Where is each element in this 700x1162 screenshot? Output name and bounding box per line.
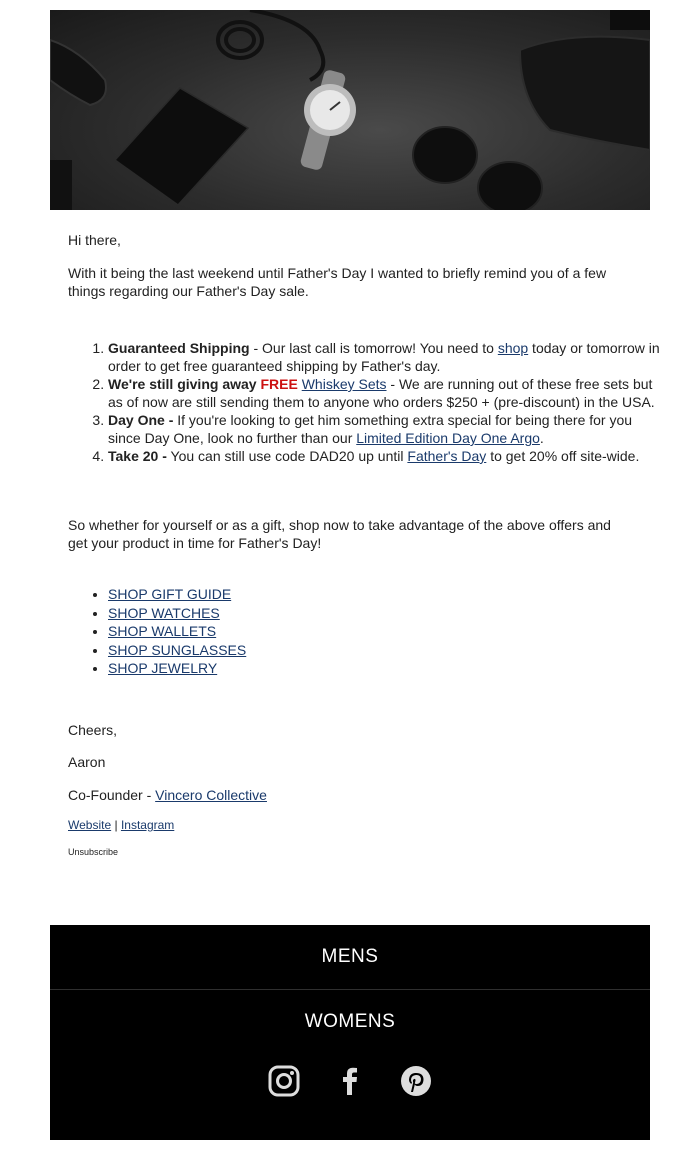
unsubscribe-link[interactable]: Unsubscribe (68, 847, 119, 857)
shop-sunglasses-link[interactable]: SHOP SUNGLASSES (108, 641, 247, 658)
shop-wallets-link[interactable]: SHOP WALLETS (108, 623, 217, 639)
offer-title: Day One - (108, 412, 174, 428)
footer (50, 925, 650, 1140)
website-link[interactable]: Website (68, 818, 112, 832)
intro-paragraph: With it being the last weekend until Father's Day I wanted to briefly remind you of a few things regarding our Father's Day sale. (68, 265, 607, 299)
separator: | (111, 818, 121, 832)
offer-text: - Our last call is tomorrow! You need to (249, 340, 498, 356)
email-body (50, 10, 650, 210)
shop-links-list (68, 585, 246, 678)
hero-illustration (50, 10, 650, 210)
offer-item (108, 447, 668, 465)
signoff-role (68, 787, 267, 803)
list-item (108, 585, 246, 604)
free-label: FREE (260, 376, 298, 392)
role-text: Co-Founder - (68, 787, 156, 803)
shop-gift-guide-link[interactable]: SHOP GIFT GUIDE (108, 586, 232, 602)
day-one-argo-link[interactable]: Limited Edition Day One Argo (356, 430, 540, 446)
womens-nav-button[interactable]: WOMENS (304, 1011, 396, 1032)
offer-item (108, 339, 668, 375)
sunglasses-right-icon (413, 127, 542, 210)
social-icons (50, 1065, 650, 1097)
fathers-day-link[interactable]: Father's Day (407, 448, 487, 464)
offer-text: You can still use code DAD20 up until (166, 448, 408, 464)
offer-text: If you're looking to get him something extra special for being there for you since Day One, look no further than our (108, 412, 633, 446)
offer-title: Guaranteed Shipping (108, 340, 250, 356)
mens-nav-button[interactable]: MENS (321, 946, 379, 967)
offer-text: to get 20% off site-wide. (486, 448, 640, 464)
offer-text: . (539, 430, 544, 446)
company-link[interactable]: Vincero Collective (155, 787, 267, 803)
shop-link[interactable]: shop (497, 340, 529, 356)
list-item (108, 604, 246, 623)
list-item (108, 659, 246, 678)
closing-paragraph: So whether for yourself or as a gift, shop now to take advantage of the above offers and get your product in time for Father's Day! (68, 517, 611, 551)
list-item (108, 622, 246, 641)
whiskey-sets-link[interactable]: Whiskey Sets (301, 376, 387, 392)
offers-list (68, 339, 668, 465)
bag-icon (520, 37, 650, 150)
social-links (68, 818, 174, 832)
shop-watches-link[interactable]: SHOP WATCHES (108, 604, 220, 621)
offer-item (108, 375, 668, 411)
hero-image (50, 10, 650, 210)
instagram-icon[interactable] (268, 1065, 300, 1097)
signoff-cheers: Cheers, (68, 722, 118, 738)
pinterest-icon[interactable] (400, 1065, 432, 1097)
greeting: Hi there, (68, 232, 121, 248)
shop-jewelry-link[interactable]: SHOP JEWELRY (108, 660, 218, 676)
wallet-icon (115, 88, 248, 205)
sunglasses-left-icon (50, 40, 106, 105)
watch-icon (299, 69, 356, 171)
signoff-name: Aaron (68, 754, 106, 770)
facebook-icon[interactable] (334, 1065, 366, 1097)
offer-title: Take 20 - (108, 448, 167, 464)
offer-text: today or tomorrow in order to get free guaranteed shipping by Father's day. (108, 340, 660, 374)
offer-item (108, 411, 668, 447)
list-item (108, 641, 246, 660)
cable-icon (218, 10, 323, 80)
offer-title: We're still giving away (108, 376, 261, 392)
instagram-link[interactable]: Instagram (120, 818, 175, 832)
offer-text: - We are running out of these free sets but as of now are still sending them to anyone who orders $250 + (pre-discount) in the USA. (108, 376, 655, 410)
